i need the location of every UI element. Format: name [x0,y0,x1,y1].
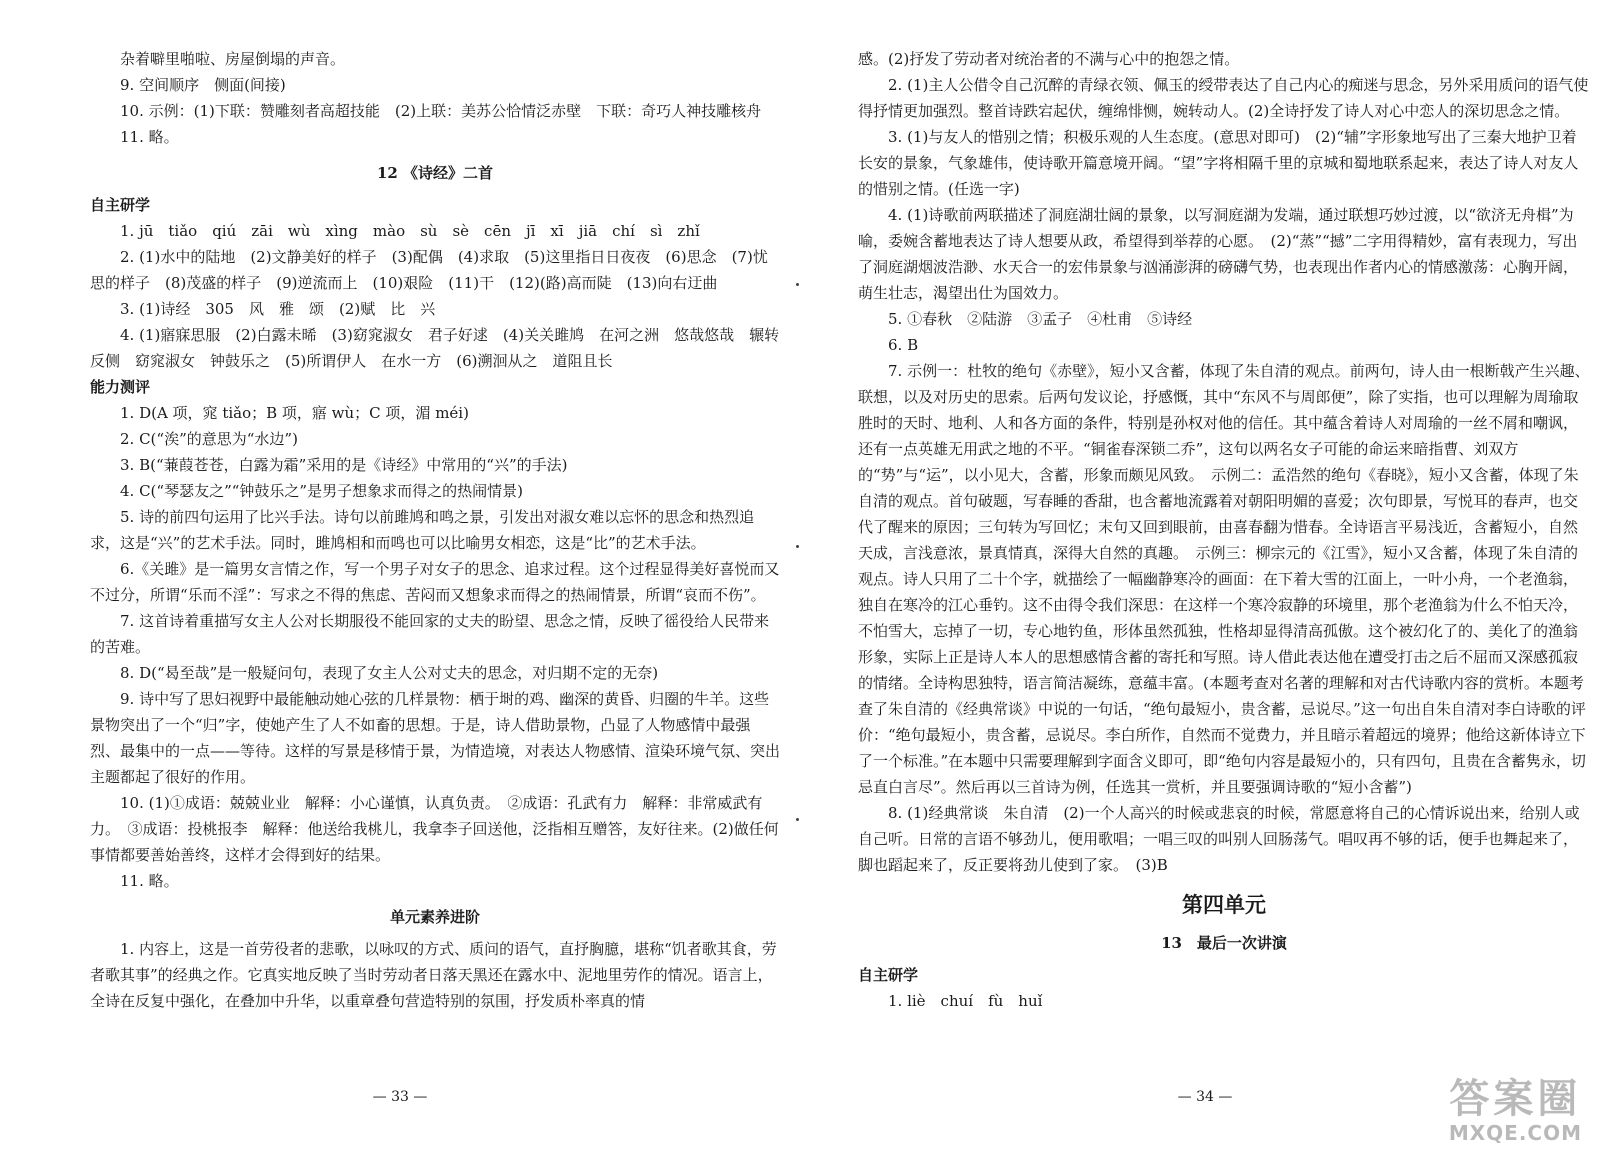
section-label: 自主研学 [90,196,151,214]
margin-dot [796,545,799,548]
answer-line: 4. (1)寤寐思服 (2)白露未晞 (3)窈窕淑女 君子好逑 (4)关关雎鸠 在河之洲 悠哉悠哉 辗转反侧 窈窕淑女 钟鼓乐之 (5)所谓伊人 在水一方 (6)溯洄从之 道阻且长 [90,326,780,370]
answer-line: 11. 略。 [120,872,179,890]
answer-line: 2. (1)主人公借令自己沉醉的青绿衣领、佩玉的绶带表达了自己内心的痴迷与思念，另外采用质问的语气使得抒情更加强烈。整首诗跌宕起伏，缠绵悱恻，婉转动人。(2)全诗抒发了诗人对心中恋人的深切思念之情。 [858,76,1589,120]
answer-line: 3. B(“蒹葭苍苍，白露为霜”采用的是《诗经》中常用的“兴”的手法) [120,456,568,474]
answer-line: 1. 内容上，这是一首劳役者的悲歌，以咏叹的方式、质问的语气，直抒胸臆，堪称“饥者歌其食，劳者歌其事”的经典之作。它真实地反映了当时劳动者日落天黑还在露水中、泥地里劳作的情况。语言上，全诗在反复中强化，在叠加中升华，以重章叠句营造特别的氛围，抒发质朴率真的情 [90,940,777,1010]
section-label: 自主研学 [858,966,919,984]
answer-line: 8. D(“曷至哉”是一般疑问句，表现了女主人公对丈夫的思念，对归期不定的无奈) [120,664,659,682]
watermark-url: MXQE.COM [1448,1121,1582,1145]
page-number: — 34 — [1177,1089,1233,1105]
answer-line: 10. 示例：(1)下联：赞雕刻者高超技能 (2)上联：美苏公恰情泛赤壁 下联：奇巧人神技雕核舟 [120,102,762,120]
margin-dot [796,818,799,821]
answer-line: 2. C(“涘”的意思为“水边”) [120,430,298,448]
answer-line: 1. jū tiǎo qiú zāi wù xìng mào sù sè cēn jī xī jiā chí sì zhǐ [120,222,700,240]
margin-dot [796,283,799,286]
answer-line: 3. (1)与友人的惜别之情；积极乐观的人生态度。(意思对即可) (2)“辅”字形象地写出了三秦大地护卫着长安的景象，气象雄伟，使诗歌开篇意境开阔。“望”字将相隔千里的京城和蜀地联系起来，表达了诗人对友人的惜别之情。(任选一字) [858,128,1579,198]
answer-line: 7. 这首诗着重描写女主人公对长期服役不能回家的丈夫的盼望、思念之情，反映了徭役给人民带来的苦难。 [90,612,770,656]
unit-progress-block [90,936,780,1014]
unit-progress-title: 单元素养进阶 [389,908,480,926]
self-study-block [90,218,780,374]
answer-line: 7. 示例一：杜牧的绝句《赤壁》，短小又含蓄，体现了朱自清的观点。前两句，诗人由一根断戟产生兴趣、联想，以及对历史的思索。后两句发议论，抒感慨，其中“东风不与周郎便”，除了实指，也可以理解为周瑜取胜时的天时、地利、人和各方面的条件，特别是孙权对他的信任。其中蕴含着诗人对周瑜的一丝不屑和嘲讽，还有一点英雄无用武之地的不平。“铜雀春深锁二乔”，这句以两名女子可能的命运来暗指曹、刘双方的“势”与“运”，以小见大，含蓄，形象而颇见风致。 示例二：孟浩然的绝句《春晓》，短小又含蓄，体现了朱自清的观点。首句破题，写春睡的香甜，也含蓄地流露着对朝阳明媚的喜爱；次句即景，写悦耳的春声，也交代了醒来的原因；三句转为写回忆；末句又回到眼前，由喜春翻为惜春。全诗语言平易浅近，含蓄短小，自然天成，言浅意浓，景真情真，深得大自然的真趣。 示例三：柳宗元的《江雪》，短小又含蓄，体现了朱自清的观点。诗人只用了二十个字，就描绘了一幅幽静寒冷的画面：在下着大雪的江面上，一叶小舟，一个老渔翁，独自在寒冷的江心垂钓。这不由得令我们深思：在这样一个寒冷寂静的环境里，那个老渔翁为什么不怕天冷，不怕雪大，忘掉了一切，专心地钓鱼，形体虽然孤独，性格却显得清高孤傲。这个被幻化了的、美化了的渔翁形象，实际上正是诗人本人的思想感情含蓄的寄托和写照。诗人借此表达他在遭受打击之后不屈而又深感孤寂的情绪。全诗构思独特，语言简洁凝练，意蕴丰富。(本题考查对名著的理解和对古代诗歌内容的赏析。本题考查了朱自清的《经典常谈》中说的一句话，“绝句最短小，贵含蓄，忌说尽。”这一句出自朱自清对李白诗歌的评价：“绝句最短小，贵含蓄，忌说尽。李白所作，自然而不觉费力，并且暗示着超远的境界；他给这新体诗立下了一个标准。”在本题中只需要理解到字面含义即可，即“绝句内容是最短小的，只有四句，且贵在含蓄隽永，切忌直白言尽”。然后再以三首诗为例，任选其一赏析，并且要强调诗歌的“短小含蓄”) [858,362,1590,796]
watermark [1449,1077,1582,1145]
watermark-logo-text: 答案圈 [1449,1076,1582,1122]
section-label: 能力测评 [90,378,151,396]
answer-line: 2. (1)水中的陆地 (2)文静美好的样子 (3)配偶 (4)求取 (5)这里指日日夜夜 (6)思念 (7)忧思的样子 (8)茂盛的样子 (9)逆流而上 (10)艰险 (11)干 (12)(路)高而陡 (13)向右迂曲 [90,248,768,292]
answer-line: 6.《关雎》是一篇男女言情之作，写一个男子对女子的思念、追求过程。这个过程显得美好喜悦而又不过分，所谓“乐而不淫”：写求之不得的焦虑、苦闷而又想象求而得之的热闹情景，所谓“哀而不伤”。 [90,560,780,604]
answer-line: 3. (1)诗经 305 风 雅 颂 (2)赋 比 兴 [120,300,436,318]
lesson-title: 13 最后一次讲演 [1161,934,1287,952]
answer-line: 9. 空间顺序 侧面(间接) [120,76,286,94]
lesson-title: 12 《诗经》二首 [376,164,494,182]
answer-line: 11. 略。 [120,128,179,146]
answer-line: 5. 诗的前四句运用了比兴手法。诗句以前雎鸠和鸣之景，引发出对淑女难以忘怀的思念和热烈追求，这是“兴”的艺术手法。同时，雎鸠相和而鸣也可以比喻男女相恋，这是“比”的艺术手法。 [90,508,755,552]
unit-heading: 第四单元 [1182,893,1266,917]
answer-line: 4. (1)诗歌前两联描述了洞庭湖壮阔的景象，以写洞庭湖为发端，通过联想巧妙过渡，以“欲济无舟楫”为喻，委婉含蓄地表达了诗人想要从政，希望得到举荐的心愿。 (2)“蒸”“撼”二字用得精妙，富有表现力，写出了洞庭湖烟波浩渺、水天合一的宏伟景象与汹涌澎湃的磅礴气势，也表现出作者内心的情感激荡：心胸开阔，萌生壮志，渴望出仕为国效力。 [858,206,1579,302]
right-page [810,0,1600,1159]
answer-line: 感。(2)抒发了劳动者对统治者的不满与心中的抱怨之情。 [858,50,1240,68]
page-number: — 33 — [372,1089,428,1105]
answer-line: 杂着噼里啪啦、房屋倒塌的声音。 [120,50,346,68]
answer-line: 5. ①春秋 ②陆游 ③孟子 ④杜甫 ⑤诗经 [888,310,1193,328]
answer-line: 9. 诗中写了思妇视野中最能触动她心弦的几样景物：栖于埘的鸡、幽深的黄昏、归圈的牛羊。这些景物突出了一个“归”字，使她产生了人不如畜的思想。于是，诗人借助景物，凸显了人物感情中最强烈、最集中的一点——等待。这样的写景是移情于景，为情造境，对表达人物感情、渲染环境气氛、突出主题都起了很好的作用。 [90,690,781,786]
left-top-block [90,46,780,150]
answer-line: 1. D(A 项，窕 tiǎo；B 项，寤 wù；C 项，湄 méi) [120,404,469,422]
answer-line: 10. (1)①成语：兢兢业业 解释：小心谨慎，认真负责。 ②成语：孔武有力 解释：非常威武有力。 ③成语：投桃报李 解释：他送给我桃儿，我拿李子回送他，泛指相互赠答，友好往来。(2)做任何事情都要善始善终，这样才会得到好的结果。 [90,794,779,864]
answer-line: 6. B [888,336,919,354]
assessment-block [90,400,780,894]
answer-line: 8. (1)经典常谈 朱自清 (2)一个人高兴的时候或悲哀的时候，常愿意将自己的心情诉说出来，给别人或自己听。日常的言语不够劲儿，便用歌唱；一唱三叹的叫别人回肠荡气。唱叹再不够的话，便手也舞起来了，脚也蹈起来了，反正要将劲儿使到了家。 (3)B [858,804,1580,874]
answer-line: 4. C(“琴瑟友之”“钟鼓乐之”是男子想象求而得之的热闹情景) [120,482,523,500]
right-answers-block [858,46,1590,878]
self-study-block [858,988,1590,1014]
answer-line: 1. liè chuí fù huǐ [888,992,1043,1010]
